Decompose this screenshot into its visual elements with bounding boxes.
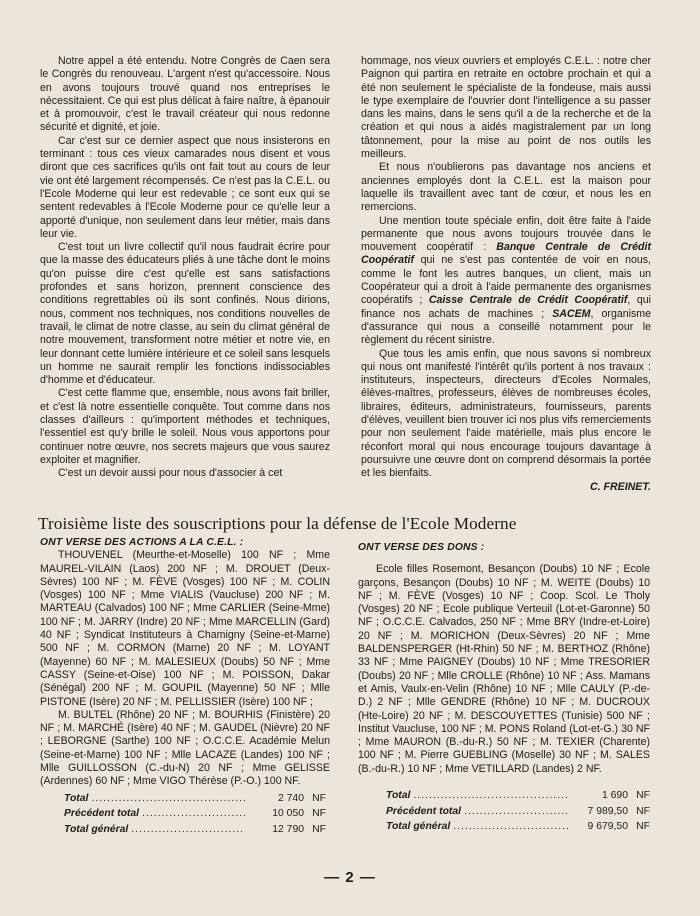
leader-dots: [453, 819, 569, 835]
article-column-left: [40, 55, 330, 481]
mention-text: Une mention toute spéciale enfin, doit être faite à l'aide permanente que nous avons toujours trouvée dans le mouvement coopératif :: [361, 214, 651, 254]
total-currency: NF: [636, 821, 650, 833]
paragraph: C'est tout un livre collectif qu'il nous faudrait écrire pour que la masse des éducateurs pliés à une tâche dont le moins qu'on puisse dire c'est qu'elle est sans satisfactions profondes et sans horizon, prennent conscience des conditions regrettables où ils sont confinés. Nous dirions, nous, comment nos techniques, nos conditions nouvelles de travail, le climat de notre classe, au sein du climat général de notre mouvement, transforment notre métier et notre vie, en leur donnant cette lumière intérieure et ce soleil sans lesquels un homme ne saurait remplir les fonctions indissociables d'homme et d'éducateur.: [40, 241, 330, 387]
total-amount: 1 690: [601, 790, 628, 802]
list-paragraph: M. BULTEL (Rhône) 20 NF ; M. BOURHIS (Finistère) 20 NF ; M. MARCHÉ (Isère) 40 NF ; M. GAUDEL (Nièvre) 20 NF ; LEBORGNE (Sarthe) 100 NF ; O.C.C.E. Académie Melun (Seine-et-Marne) 100 NF ; Mlle LACAZE (Landes) 100 NF ; Mlle GUILLOSSON (C.-du-N) 20 NF ; Mme GELISSE (Ardennes) 60 NF ; Mme VIGO Thérèse (P.-O.) 100 NF.: [40, 708, 330, 788]
paragraph: C'est cette flamme que, ensemble, nous avons fait briller, et c'est là notre essentielle conquête. Tout comme dans nos classes d'ailleurs : qu'importent méthodes et techniques, l'essentiel est qu'y brille le soleil. Nous vous apportons pour continuer notre œuvre, nos secrets majeurs que vous saurez exploiter et magnifier.: [40, 387, 330, 466]
leader-dots: [464, 804, 569, 820]
total-currency: NF: [312, 823, 326, 835]
total-amount: 12 790: [272, 823, 304, 835]
bank-name: Caisse Centrale de Crédit Coopératif: [428, 294, 628, 307]
paragraph: Notre appel a été entendu. Notre Congrès de Caen sera le Congrès du renouveau. L'argent n'est qu'accessoire. Nous en avons toujours trouvé quand nos entreprises le nécessitaient. Ce qui est plus délicat à faire naître, à épanouir et à promouvoir, c'est le travail créateur qui nous redonne sécurité et dignité, et joie.: [40, 55, 330, 134]
total-label: Total général: [64, 823, 129, 835]
paragraph: hommage, nos vieux ouvriers et employés C.E.L. : notre cher Paignon qui partira en retraite en octobre prochain et qui a été non seulement le spécialiste de la fondeuse, mais aussi le type exemplaire de l'ouvrier dont l'intelligence a su passer dans les mains, dans le sens qu'il a de la recherche et de la création et qui nous a aidés magistralement par un long tâtonnement, pour la mise au point de nos outils les meilleurs.: [361, 55, 651, 161]
paragraph: C'est un devoir aussi pour nous d'associer à cet: [58, 467, 283, 480]
leader-dots: [131, 822, 245, 838]
total-row: [64, 791, 326, 807]
total-row: [64, 806, 326, 822]
total-row: [64, 822, 326, 838]
list-paragraph: Ecole filles Rosemont, Besançon (Doubs) 10 NF ; Ecole garçons, Besançon (Doubs) 10 NF ; M. WEITE (Doubs) 10 NF ; M. FÈVE (Vosges) 10 NF ; Coop. Scol. Le Tholy (Vosges) 20 NF ; Ecole publique Verteuil (Lot-et-Garonne) 50 NF ; O.C.C.E. Calvados, 250 NF ; Mme BRY (Indre-et-Loire) 20 NF ; M. MORICHON (Deux-Sèvres) 20 NF ; Mme BALDENSPERGER (Ht-Rhin) 50 NF ; M. BERTHOZ (Rhône) 33 NF ; Mme PAIGNEY (Doubs) 10 NF ; Mme TRESORIER (Doubs) 20 NF ; Mlle CROLLE (Rhône) 10 NF ; Ass. Mamans et Amis, Vaulx-en-Velin (Rhône) 10 NF ; Mlle CAULY (P.-de-D.) 2 NF ; Mlle GENDRE (Rhône) 10 NF ; M. DUCROUX (Hte-Loire) 20 NF ; M. DESCOUYETTES (Tunisie) 500 NF ; Institut Vaucluse, 100 NF ; M. PONS Roland (Lot-et-G.) 30 NF ; Mme MAURON (B.-du-R.) 50 NF ; M. TEXIER (Charente) 100 NF ; M. Pierre GUEBLING (Moselle) 30 NF ; M. SALES (B.-du-R.) 10 NF ; Mme VETILLARD (Landes) 2 NF.: [358, 563, 650, 775]
list-paragraph: THOUVENEL (Meurthe-et-Moselle) 100 NF ; Mme MAUREL-VILAIN (Laos) 200 NF ; M. DROUET (Deux-Sèvres) 100 NF ; M. FÈVE (Vosges) 100 NF ; M. COLIN (Vosges) 100 NF ; Mme VIALIS (Vaucluse) 200 NF ; M. MARTEAU (Calvados) 100 NF ; Mme CARLIER (Seine-Mme) 100 NF ; M. JARRY (Indre) 20 NF ; Mme MARCELLIN (Gard) 40 NF ; Syndicat Instituteurs à Chamigny (Seine-et-Marne) 500 NF ; M. CORMON (Marne) 20 NF ; M. LOYANT (Mayenne) 60 NF ; M. MALESIEUX (Doubs) 50 NF ; Mme CASSY (Seine-et-Oise) 100 NF ; M. POISSON, Dakar (Sénégal) 200 NF ; M. GOUPIL (Mayenne) 50 NF ; Mlle PISTONE (Isère) 20 NF ; M. PELLISSIER (Isère) 100 NF ;: [40, 549, 330, 708]
signature: C. FREINET.: [589, 480, 651, 493]
bank-name: Banque Centrale de Crédit Coopératif: [361, 241, 651, 267]
leader-dots: [413, 788, 569, 804]
total-currency: NF: [312, 808, 326, 820]
total-label: Total: [64, 792, 89, 804]
total-amount: 10 050: [272, 808, 304, 820]
total-label: Précédent total: [386, 805, 462, 817]
page-number: — 2 —: [324, 869, 376, 886]
totals-block: [358, 788, 650, 835]
actions-list: [40, 536, 330, 837]
total-label: Précédent total: [64, 808, 140, 820]
paragraph: Que tous les amis enfin, que nous savons si nombreux qui nous ont manifesté l'intérêt qu'ils portent à nos travaux : instituteurs, inspecteurs, directeurs d'Ecoles Normales, élèves-maîtres, professeurs, élèves de nombreuses écoles, libraires, éditeurs, administrateurs, fournisseurs, parents d'élèves, veuillent bien trouver ici nos plus vifs remerciements pour non seulement l'aide matérielle, mais plus encore le réconfort moral qui nous encourage toujours davantage à poursuivre une œuvre dont on comprend désormais la portée et les bienfaits.: [361, 347, 651, 480]
total-label: Total général: [386, 821, 451, 833]
total-amount: 2 740: [277, 792, 304, 804]
total-currency: NF: [636, 790, 650, 802]
leader-dots: [91, 791, 245, 807]
organization-name: SACEM: [552, 307, 591, 320]
dons-list: [358, 541, 650, 835]
list-heading: ONT VERSE DES ACTIONS A LA C.E.L. :: [40, 537, 244, 548]
total-currency: NF: [636, 805, 650, 817]
paragraph-mention: [361, 215, 651, 348]
mention-text: qui ne s'est pas contentée de voir en nous, comme le font les autres banques, un client, mais un Coopérateur qui a droit à l'aide permanente des organismes coopératifs ;: [361, 254, 651, 307]
mention-text: , qui finance nos achats de machines ;: [361, 294, 651, 320]
article-column-right: [361, 55, 651, 494]
total-row: [386, 804, 650, 820]
total-row: [386, 819, 650, 835]
total-amount: 7 989,50: [587, 805, 628, 817]
total-label: Total: [386, 790, 411, 802]
leader-dots: [142, 806, 245, 822]
mention-text: , organisme d'assurance qui nous a conseillé notamment pour le règlement du récent sinistre.: [361, 307, 651, 347]
total-currency: NF: [312, 792, 326, 804]
list-heading: ONT VERSE DES DONS :: [358, 542, 485, 553]
paragraph: Car c'est sur ce dernier aspect que nous insisterons en terminant : tous ces vieux camarades nous disent et vous diront que ces sacrifices qu'ils ont fait tout au cours de leur vie ont été largement récompensés. Ce n'est pas la C.E.L. ou l'Ecole Moderne qui leur est redevable ; ce sont eux qui se sentent redevables à l'Ecole Moderne pour ce qu'elle leur a apporté d'unique, non seulement dans leur métier, mais dans leur vie.: [40, 134, 330, 240]
total-row: [386, 788, 650, 804]
totals-block: [40, 791, 330, 838]
total-amount: 9 679,50: [587, 821, 628, 833]
section-title: Troisième liste des souscriptions pour la défense de l'Ecole Moderne: [38, 514, 517, 533]
paragraph: Et nous n'oublierons pas davantage nos anciens et anciennes employés dont la C.E.L. est la maison pour laquelle ils travaillent avec tant de cœur, et nous les en remercions.: [361, 161, 651, 214]
